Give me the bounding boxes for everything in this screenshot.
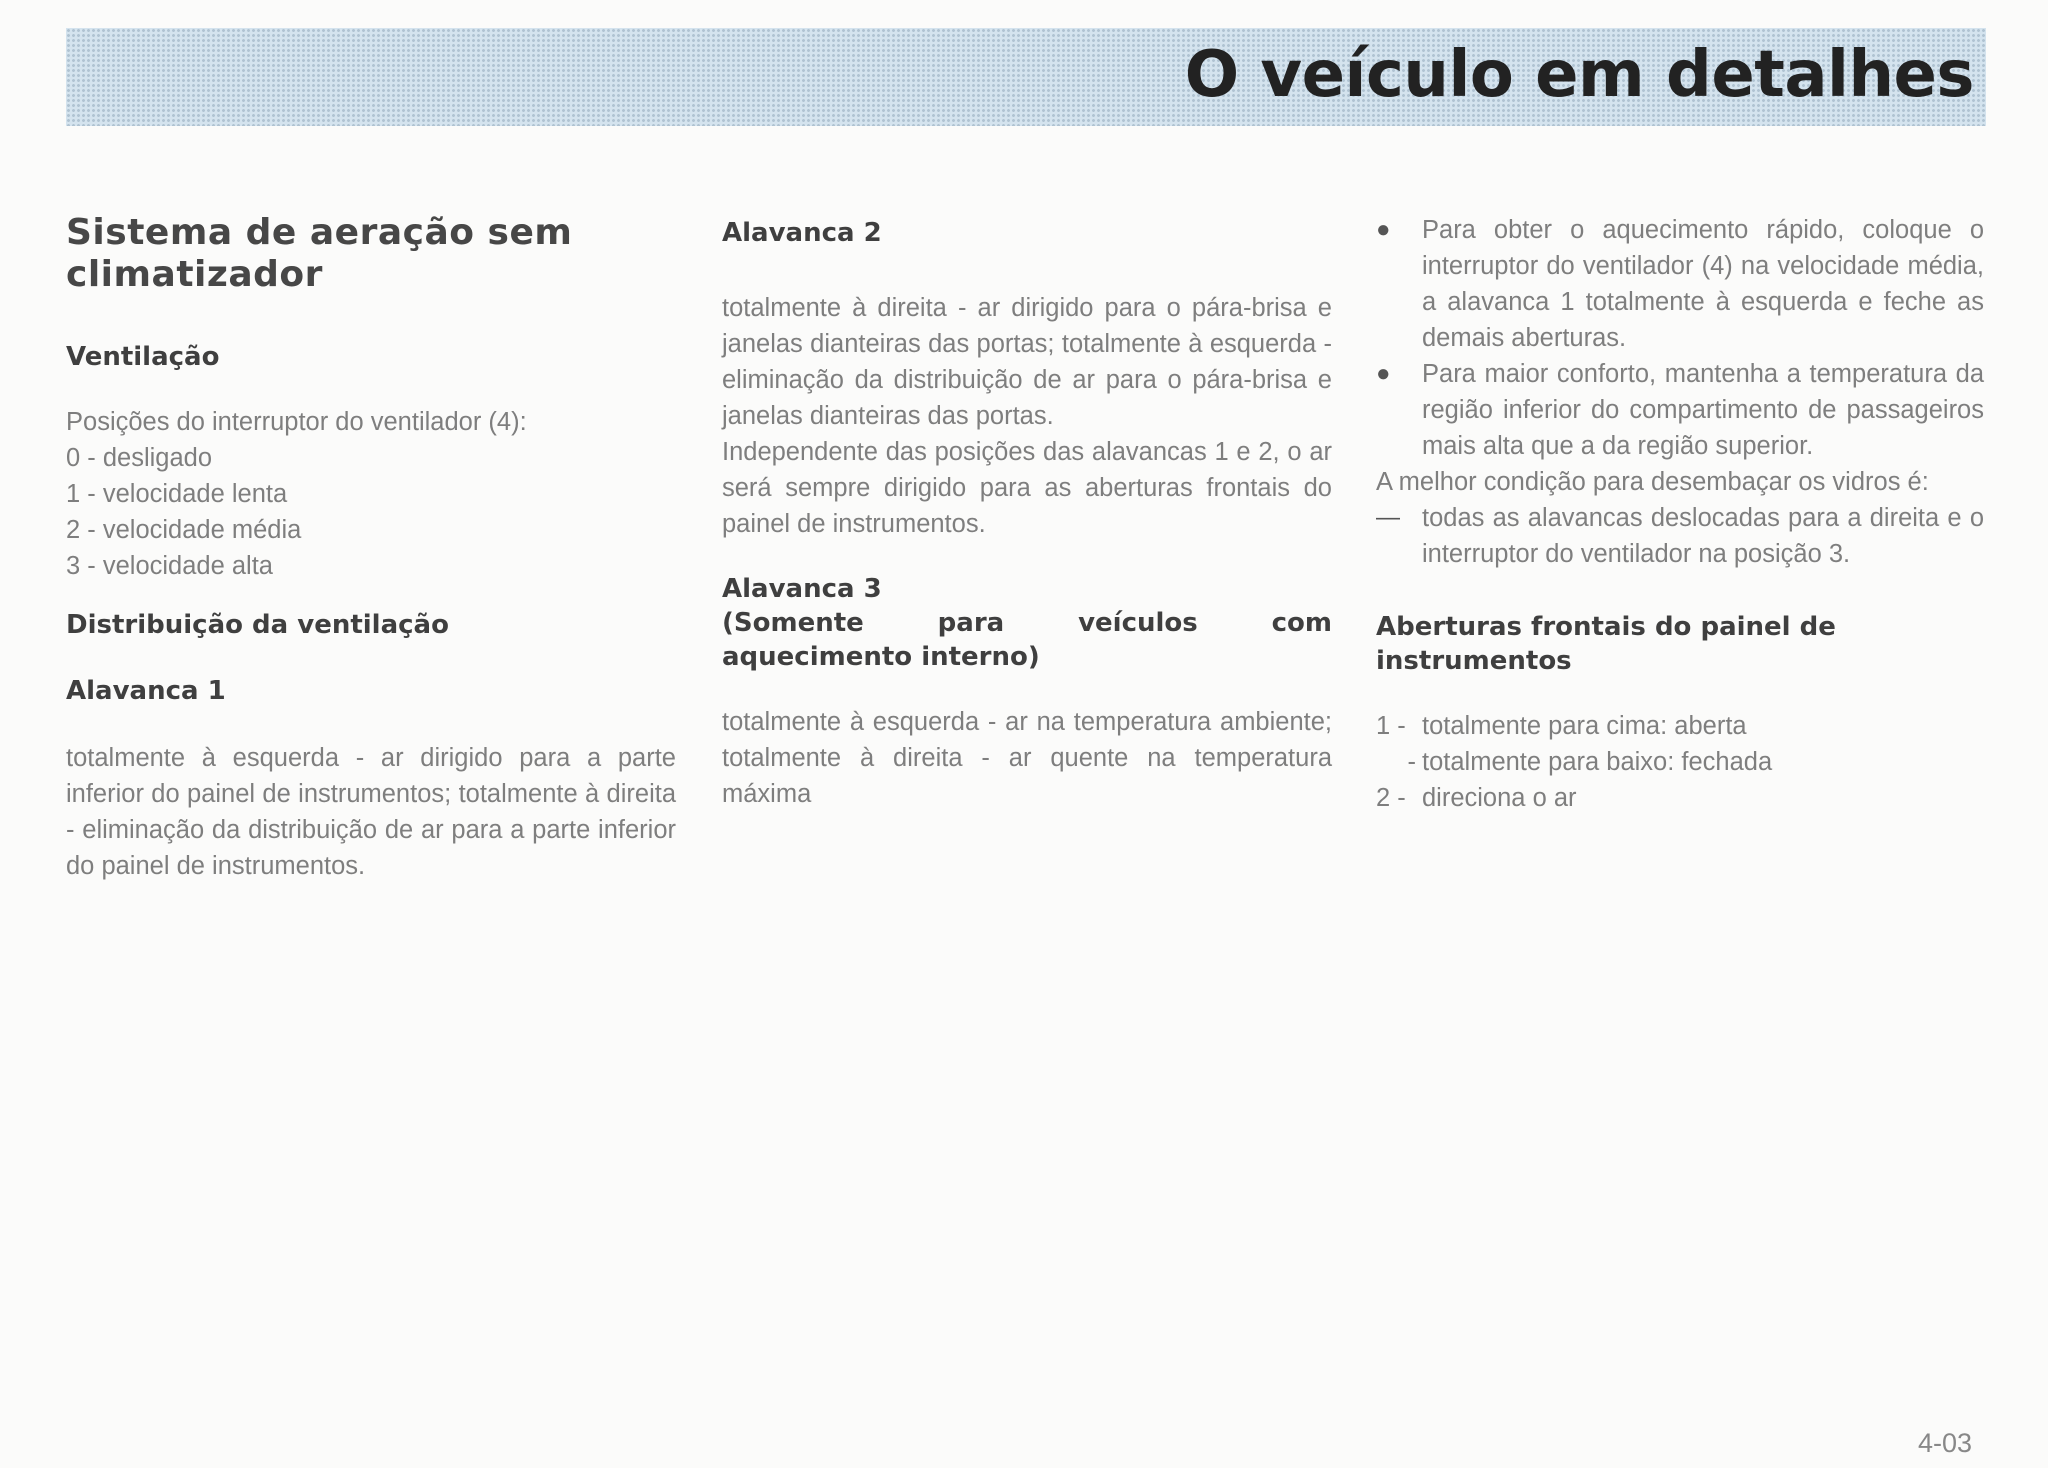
- dash-text: todas as alavancas deslocadas para a direita e o interruptor do ventilador na posição 3.: [1422, 504, 1984, 568]
- alavanca-2-text: totalmente à direita - ar dirigido para o pára-brisa e janelas dianteiras das portas; totalmente à esquerda - eliminação da distribuição de ar para o pára-brisa e janelas dianteiras das portas.: [722, 294, 1332, 430]
- bullet-item: [1376, 356, 1984, 464]
- section-title: Sistema de aeração sem climatizador: [66, 212, 573, 295]
- column-1: [66, 212, 676, 884]
- bullet-text: Para maior conforto, mantenha a temperatura da região inferior do compartimento de passageiros mais alta que a da região superior.: [1422, 360, 1984, 460]
- list-item: [1376, 744, 1984, 780]
- page-number: 4-03: [1918, 1428, 1973, 1458]
- page-header-title: O veículo em detalhes: [1184, 38, 1974, 112]
- alavanca-2-note: Independente das posições das alavancas 1 e 2, o ar será sempre dirigido para as aberturas frontais do painel de instrumentos.: [722, 438, 1332, 538]
- list-item: [1376, 708, 1984, 744]
- aberturas-heading: Aberturas frontais do painel de instrumentos: [1376, 612, 1836, 676]
- list-marker: 1 -: [1376, 712, 1406, 740]
- fan-position-3: 3 - velocidade alta: [66, 552, 273, 580]
- desembacar-intro: A melhor condição para desembaçar os vidros é:: [1376, 468, 1929, 496]
- ventilacao-heading: Ventilação: [66, 342, 220, 372]
- alavanca-3-text: totalmente à esquerda - ar na temperatura ambiente; totalmente à direita - ar quente na temperatura máxima: [722, 708, 1332, 808]
- distribuicao-heading: Distribuição da ventilação: [66, 610, 449, 640]
- header-banner: [66, 28, 1986, 126]
- alavanca-3-subheading: (Somente para veículos com aquecimento interno): [722, 608, 1332, 672]
- bullet-icon: ●: [1376, 360, 1391, 387]
- column-3: [1376, 212, 1984, 816]
- fan-position-1: 1 - velocidade lenta: [66, 480, 288, 508]
- alavanca-2-heading: Alavanca 2: [722, 218, 882, 248]
- dash-item: [1376, 500, 1984, 572]
- ventilacao-block: [66, 404, 676, 584]
- dash-marker: —: [1376, 504, 1400, 531]
- alavanca-3-heading: Alavanca 3: [722, 574, 882, 604]
- aberturas-list: [1376, 708, 1984, 816]
- bullet-text: Para obter o aquecimento rápido, coloque o interruptor do ventilador (4) na velocidade média, a alavanca 1 totalmente à esquerda e feche as demais aberturas.: [1422, 216, 1984, 352]
- fan-position-0: 0 - desligado: [66, 444, 213, 472]
- alavanca-1-text: totalmente à esquerda - ar dirigido para a parte inferior do painel de instrumentos; totalmente à direita - eliminação da distribuição de ar para a parte inferior do painel de instrumentos.: [66, 744, 676, 880]
- fan-position-2: 2 - velocidade média: [66, 516, 302, 544]
- list-marker: 2 -: [1376, 784, 1406, 812]
- list-text: direciona o ar: [1422, 784, 1577, 812]
- column-2: [722, 212, 1332, 812]
- alavanca-1-heading: Alavanca 1: [66, 676, 226, 706]
- bullet-item: [1376, 212, 1984, 356]
- list-text: totalmente para cima: aberta: [1422, 712, 1747, 740]
- list-text: totalmente para baixo: fechada: [1422, 748, 1773, 776]
- ventilacao-intro: Posições do interruptor do ventilador (4):: [66, 408, 527, 436]
- list-marker: -: [1407, 748, 1416, 776]
- bullet-icon: ●: [1376, 216, 1391, 243]
- list-item: [1376, 780, 1984, 816]
